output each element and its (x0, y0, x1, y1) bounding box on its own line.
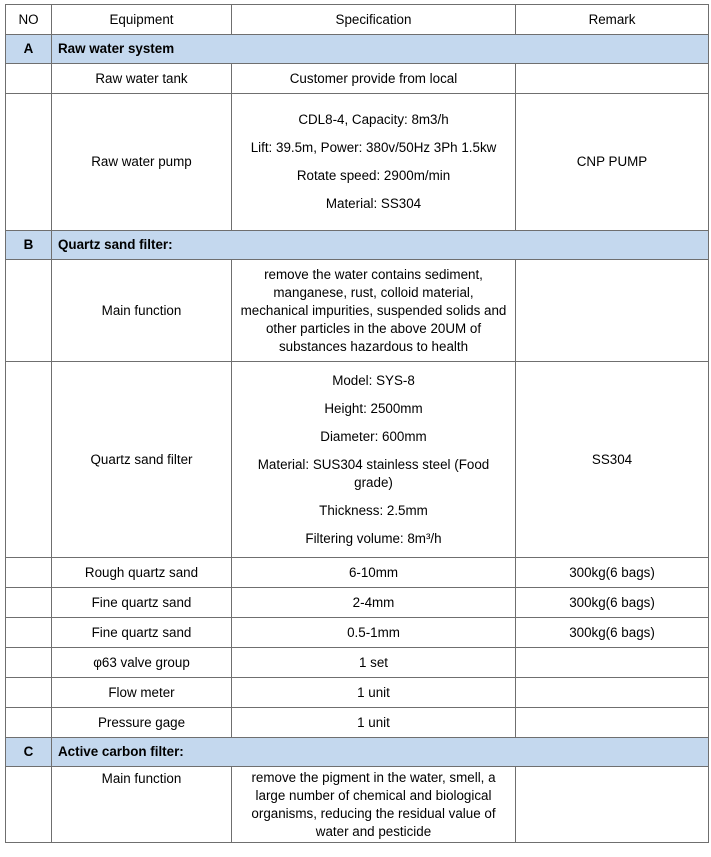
header-specification: Specification (232, 5, 516, 35)
remark-cell (516, 767, 709, 843)
remark-cell: CNP PUMP (516, 94, 709, 231)
section-id: C (6, 738, 52, 767)
no-cell (6, 362, 52, 558)
section-c-row (6, 738, 709, 767)
no-cell (6, 558, 52, 588)
spec-line: Thickness: 2.5mm (319, 502, 428, 518)
spec-line: Filtering volume: 8m³/h (305, 530, 442, 546)
equipment-cell: Fine quartz sand (52, 588, 232, 618)
no-cell (6, 618, 52, 648)
no-cell (6, 94, 52, 231)
spec-cell (232, 94, 516, 231)
no-cell (6, 648, 52, 678)
spec-line: Lift: 39.5m, Power: 380v/50Hz 3Ph 1.5kw (250, 140, 497, 155)
spec-cell: 2-4mm (232, 588, 516, 618)
equipment-cell: Rough quartz sand (52, 558, 232, 588)
spec-cell: 6-10mm (232, 558, 516, 588)
header-no: NO (6, 5, 52, 35)
spec-line: Material: SUS304 stainless steel (Food grade) (257, 456, 490, 490)
remark-cell (516, 260, 709, 362)
remark-cell (516, 678, 709, 708)
remark-cell: 300kg(6 bags) (516, 618, 709, 648)
remark-cell: 300kg(6 bags) (516, 588, 709, 618)
equipment-cell: Fine quartz sand (52, 618, 232, 648)
no-cell (6, 708, 52, 738)
equipment-cell: Raw water pump (52, 94, 232, 231)
table-row (6, 64, 709, 94)
equipment-cell: Quartz sand filter (52, 362, 232, 558)
section-id: A (6, 35, 52, 64)
section-id: B (6, 231, 52, 260)
no-cell (6, 260, 52, 362)
table-row (6, 94, 709, 231)
remark-cell: 300kg(6 bags) (516, 558, 709, 588)
no-cell (6, 678, 52, 708)
spec-line: CDL8-4, Capacity: 8m3/h (298, 112, 449, 127)
spec-cell: 1 set (232, 648, 516, 678)
remark-cell (516, 708, 709, 738)
spec-cell: 0.5-1mm (232, 618, 516, 648)
equipment-cell: Main function (52, 767, 232, 843)
spec-cell: remove the pigment in the water, smell, a large number of chemical and biological organisms, reducing the residual value of water and pesticide (232, 767, 516, 843)
remark-cell (516, 648, 709, 678)
table-row (6, 362, 709, 558)
header-remark: Remark (516, 5, 709, 35)
table-row (6, 558, 709, 588)
remark-cell (516, 64, 709, 94)
section-a-row (6, 35, 709, 64)
spec-cell: 1 unit (232, 708, 516, 738)
spec-cell: 1 unit (232, 678, 516, 708)
table-row (6, 618, 709, 648)
spec-line: Model: SYS-8 (332, 372, 415, 388)
no-cell (6, 588, 52, 618)
spec-line: Diameter: 600mm (320, 428, 427, 444)
equipment-cell: Flow meter (52, 678, 232, 708)
spec-cell: remove the water contains sediment, manganese, rust, colloid material, mechanical impurities, suspended solids and other particles in the above 20UM of substances hazardous to health (232, 260, 516, 362)
spec-line: Height: 2500mm (324, 400, 423, 416)
section-title: Raw water system (52, 35, 709, 64)
table-row (6, 767, 709, 843)
table-header-row (6, 5, 709, 35)
spec-line: Material: SS304 (325, 196, 422, 211)
no-cell (6, 767, 52, 843)
spec-cell (232, 362, 516, 558)
equipment-cell: Pressure gage (52, 708, 232, 738)
remark-cell: SS304 (516, 362, 709, 558)
spec-line: Rotate speed: 2900m/min (296, 168, 451, 183)
table-row (6, 648, 709, 678)
equipment-cell: Main function (52, 260, 232, 362)
table-row (6, 260, 709, 362)
section-b-row (6, 231, 709, 260)
section-title: Quartz sand filter: (52, 231, 709, 260)
table-row (6, 678, 709, 708)
no-cell (6, 64, 52, 94)
table-row (6, 588, 709, 618)
table-row (6, 708, 709, 738)
equipment-cell: Raw water tank (52, 64, 232, 94)
equipment-cell: φ63 valve group (52, 648, 232, 678)
header-equipment: Equipment (52, 5, 232, 35)
spec-cell: Customer provide from local (232, 64, 516, 94)
equipment-table (5, 4, 709, 843)
section-title: Active carbon filter: (52, 738, 709, 767)
